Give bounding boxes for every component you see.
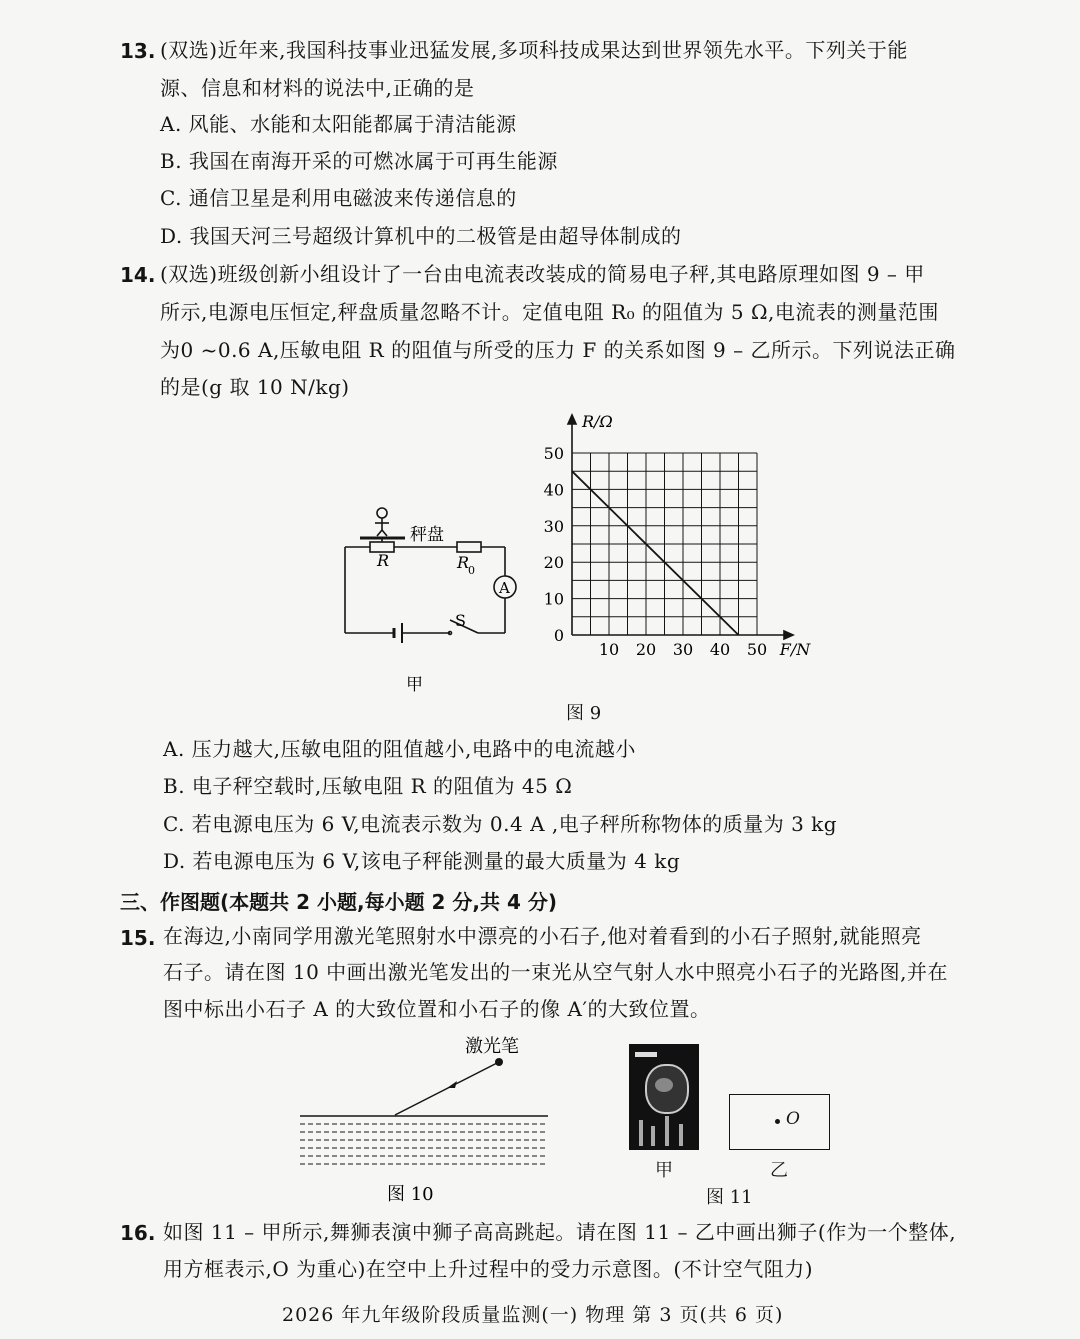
q16-stem-line1: 如图 11 – 甲所示,舞狮表演中狮子高高跳起。请在图 11 – 乙中画出狮子(作为一个整体, [163, 1220, 957, 1244]
figure11-photo-caption: 甲 [655, 1160, 673, 1181]
series-line [572, 471, 739, 635]
y-axis-label: R/Ω [582, 412, 613, 431]
center-of-gravity-dot [775, 1119, 780, 1124]
figure9-caption: 图 9 [566, 703, 602, 724]
q13-number: 13. [120, 39, 156, 63]
resistor-r0 [457, 542, 481, 552]
q13-option-b: B. 我国在南海开采的可燃冰属于可再生能源 [160, 149, 558, 173]
q13-option-c: C. 通信卫星是利用电磁波来传递信息的 [160, 186, 517, 210]
x-tick-label: 20 [635, 640, 657, 659]
q13-stem-line2: 源、信息和材料的说法中,正确的是 [160, 76, 475, 100]
section3-title: 三、作图题(本题共 2 小题,每小题 2 分,共 4 分) [120, 890, 558, 914]
y-tick-label: 20 [543, 553, 564, 573]
lion-dance-photo [629, 1044, 699, 1150]
y-tick-label: 30 [543, 516, 564, 536]
q14-option-a: A. 压力越大,压敏电阻的阻值越小,电路中的电流越小 [163, 737, 636, 761]
q14-stem-line3: 为0 ~0.6 A,压敏电阻 R 的阻值与所受的压力 F 的关系如图 9 – 乙所示。下列说法正确 [160, 338, 956, 362]
person-head-icon [377, 508, 387, 518]
r0-subscript: 0 [468, 564, 475, 577]
q14-option-c: C. 若电源电压为 6 V,电流表示数为 0.4 A ,电子秤所称物体的质量为 3 kg [163, 812, 838, 836]
water-body [300, 1124, 548, 1164]
figure10-diagram [295, 1030, 555, 1210]
resistance-force-graph [530, 405, 840, 700]
y-tick-label: 10 [543, 589, 564, 609]
x-tick-label: 10 [598, 640, 620, 659]
r-label: R [377, 551, 390, 570]
pan-label: 秤盘 [410, 525, 444, 545]
q13-option-d: D. 我国天河三号超级计算机中的二极管是由超导体制成的 [160, 224, 682, 248]
q14-number: 14. [120, 263, 156, 287]
page-footer: 2026 年九年级阶段质量监测(一) 物理 第 3 页(共 6 页) [282, 1304, 784, 1326]
figure11-box-caption: 乙 [770, 1160, 788, 1181]
q14-stem-line1: (双选)班级创新小组设计了一台由电流表改装成的简易电子秤,其电路原理如图 9 – 甲 [160, 262, 925, 286]
q14-option-d: D. 若电源电压为 6 V,该电子秤能测量的最大质量为 4 kg [163, 849, 681, 873]
circuit-diagram [330, 500, 530, 710]
y-axis-arrow-icon [568, 415, 576, 424]
lion-body-box [729, 1094, 830, 1150]
x-axis-label: F/N [779, 640, 811, 659]
q16-stem-line2: 用方框表示,O 为重心)在空中上升过程中的受力示意图。(不计空气阻力) [163, 1257, 814, 1281]
q15-stem-line1: 在海边,小南同学用激光笔照射水中漂亮的小石子,他对着看到的小石子照射,就能照亮 [163, 924, 922, 948]
y-tick-label: 50 [543, 444, 564, 463]
x-tick-label: 40 [709, 640, 731, 659]
laser-beam [395, 1062, 499, 1115]
q13-stem-line1: (双选)近年来,我国科技事业迅猛发展,多项科技成果达到世界领先水平。下列关于能 [160, 38, 908, 62]
x-tick-label: 50 [746, 640, 768, 659]
switch-label: S [455, 611, 466, 630]
q15-stem-line2: 石子。请在图 10 中画出激光笔发出的一束光从空气射人水中照亮小石子的光路图,并在 [163, 960, 949, 984]
y-tick-label: 0 [553, 626, 564, 645]
q15-stem-line3: 图中标出小石子 A 的大致位置和小石子的像 A′的大致位置。 [163, 997, 711, 1021]
ammeter-label: A [499, 579, 510, 597]
q14-stem-line2: 所示,电源电压恒定,秤盘质量忽略不计。定值电阻 R₀ 的阻值为 5 Ω,电流表的测量范围 [160, 300, 939, 324]
q13-option-a: A. 风能、水能和太阳能都属于清洁能源 [160, 112, 517, 136]
figure10-caption: 图 10 [387, 1184, 434, 1205]
center-of-gravity-label: O [786, 1109, 800, 1129]
x-axis-arrow-icon [784, 631, 793, 639]
figure11-caption: 图 11 [706, 1187, 753, 1208]
x-tick-label: 30 [672, 640, 694, 659]
q15-number: 15. [120, 926, 156, 950]
q14-stem-line4: 的是(g 取 10 N/kg) [160, 375, 350, 399]
laser-pen-label: 激光笔 [465, 1036, 519, 1057]
q14-option-b: B. 电子秤空载时,压敏电阻 R 的阻值为 45 Ω [163, 774, 573, 798]
y-tick-label: 40 [543, 480, 564, 500]
r0-label: R [457, 553, 470, 572]
q16-number: 16. [120, 1221, 156, 1245]
circuit-caption: 甲 [406, 675, 423, 695]
